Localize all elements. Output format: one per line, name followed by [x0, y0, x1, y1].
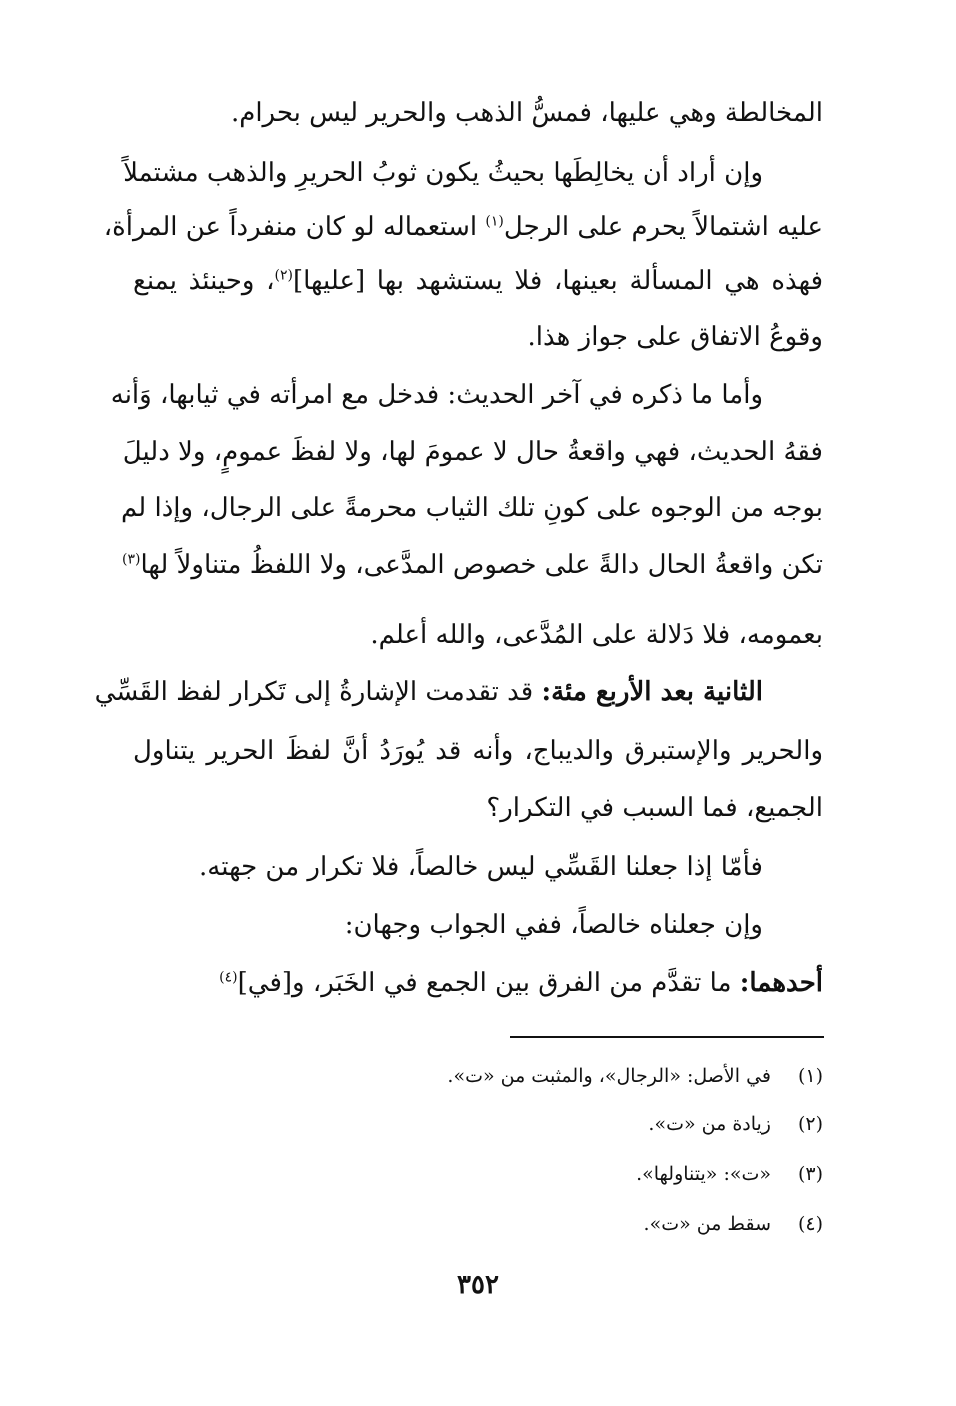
- text-line: وإن أراد أن يخالِطَها بحيثُ يكون ثوبُ الحريرِ والذهب مشتملاً: [123, 158, 763, 188]
- text-line: والحرير والإستبرق والديباج، وأنه قد يُورَدُ أنَّ لفظَ الحرير يتناول: [133, 736, 823, 766]
- footnote-marker: (٢): [274, 267, 293, 284]
- answer-label: أحدهما:: [739, 968, 823, 998]
- footnote: (١)في الأصل: «الرجال»، والمثبت من «ت».: [447, 1065, 823, 1087]
- footnote-marker: (٣): [122, 551, 141, 568]
- section-heading-line: الثانية بعد الأربع مئة: قد تقدمت الإشارةُ إلى تَكرار لفظ القَسِّي: [94, 677, 763, 707]
- text-line: الجميع، فما السبب في التكرار؟: [486, 793, 823, 823]
- footnote: (٣)«ت»: «يتناولها».: [636, 1163, 823, 1185]
- text-line: وأما ما ذكره في آخر الحديث: فدخل مع امرأته في ثيابها، وَأنه: [110, 380, 763, 410]
- footnote-separator: [510, 1036, 824, 1038]
- text-line: فهذه هي المسألة بعينها، فلا يستشهد بها [عليها]$^{(٢)}$، وحينئذ يمنع: [133, 266, 823, 296]
- footnote-marker: (١): [485, 213, 504, 230]
- text-line: المخالطة وهي عليها، فمسُّ الذهب والحرير ليس بحرام.: [230, 98, 823, 128]
- text-line: عليه اشتمالاً يحرم على الرجل$^{(١)}$ استعماله لو كان منفرداً عن المرأة،: [103, 212, 823, 242]
- text-line: تكن واقعةُ الحال دالةً على خصوص المدَّعى، ولا اللفظُ متناولاً لها$^{(٣)}$: [122, 550, 823, 580]
- page-number: ٣٥٢: [457, 1270, 499, 1300]
- text-line: بوجه من الوجوه على كونِ تلك الثياب محرمةً على الرجال، وإذا لم: [121, 493, 823, 523]
- text-line: فأمّا إذا جعلنا القَسِّي ليس خالصاً، فلا تكرار من جهته.: [199, 852, 763, 882]
- text-line: وإن جعلناه خالصاً، ففي الجواب وجهان:: [344, 910, 763, 940]
- text-line: فقهُ الحديث، فهي واقعةُ حال لا عمومَ لها، ولا لفظَ عمومٍ، ولا دليلَ: [122, 437, 823, 467]
- footnote: (٢)زيادة من «ت».: [648, 1113, 823, 1135]
- text-line: بعمومه، فلا دَلالة على المُدَّعى، والله أعلم.: [370, 620, 823, 650]
- footnote: (٤)سقط من «ت».: [643, 1213, 823, 1235]
- footnote-marker: (٤): [219, 969, 238, 986]
- text-line: أحدهما: ما تقدَّم من الفرق بين الجمع في الخَبَر، و[في]$^{(٤)}$: [219, 968, 823, 998]
- section-heading: الثانية بعد الأربع مئة:: [541, 677, 763, 707]
- text-line: وقوعُ الاتفاق على جواز هذا.: [527, 322, 823, 352]
